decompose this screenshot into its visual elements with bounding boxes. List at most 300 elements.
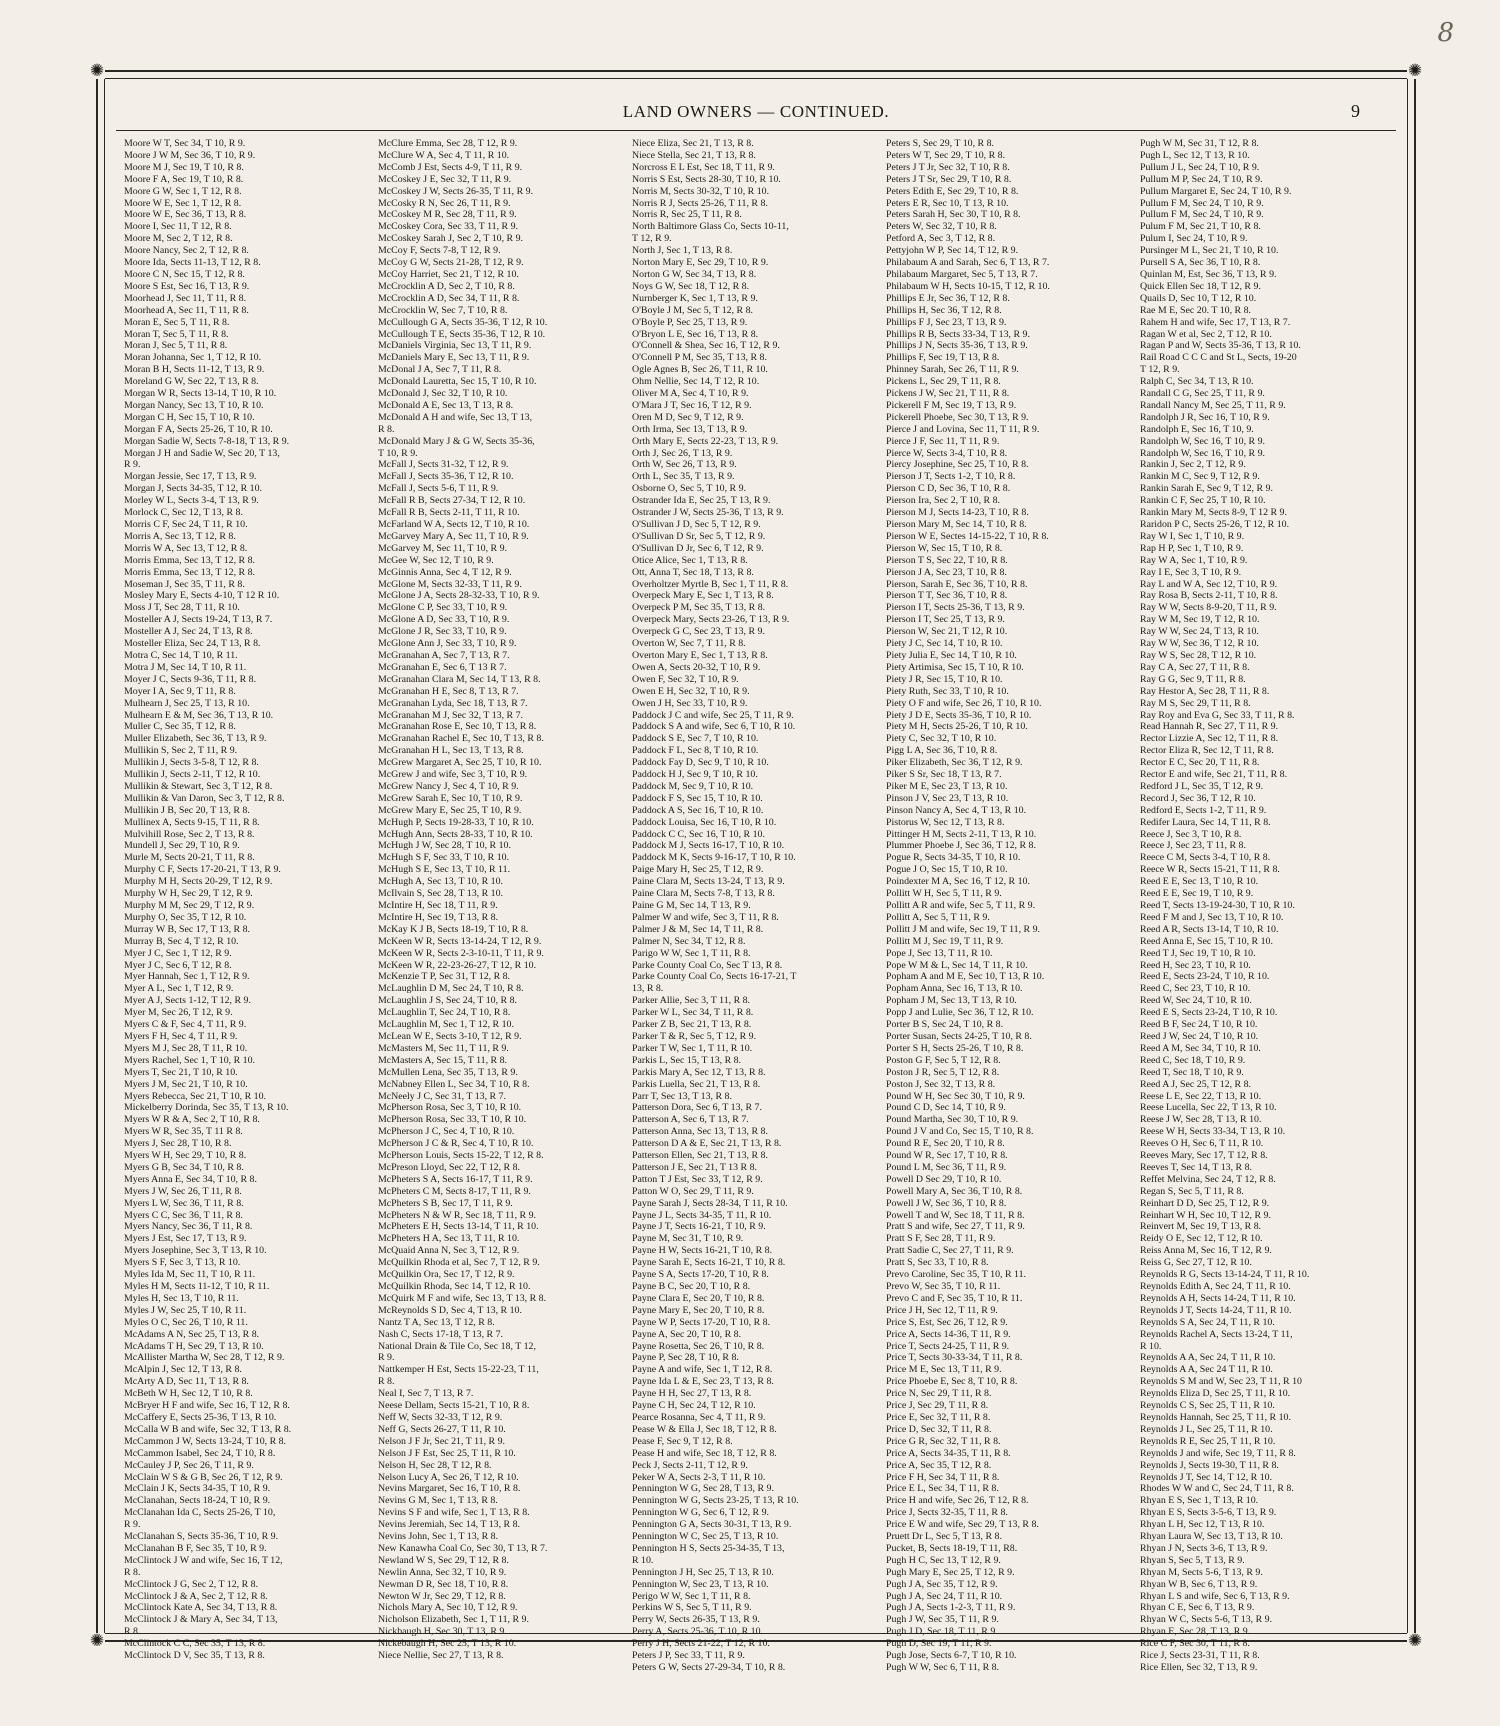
- owner-entry: Rhyan L S and wife, Sec 6, T 13, R 9.: [1140, 1590, 1290, 1602]
- owner-entry: Plummer Phoebe J, Sec 36, T 12, R 8.: [886, 840, 1036, 852]
- owner-entry: Moore J W M, Sec 36, T 10, R 9.: [124, 149, 256, 161]
- owner-entry: Mulvihill Rose, Sec 2, T 13, R 8.: [124, 828, 255, 840]
- owner-entry: Morris Emma, Sec 13, T 12, R 8.: [124, 566, 256, 578]
- owner-entry: Reynolds C S, Sec 25, T 11, R 10.: [1140, 1400, 1275, 1412]
- owner-entry: Mosley Mary E, Sects 4-10, T 12 R 10.: [124, 590, 280, 602]
- owner-entry: Paddock F L, Sec 8, T 10, R 10.: [632, 745, 759, 757]
- owner-entry: McGlone A D, Sec 33, T 10, R 9.: [378, 614, 510, 626]
- owner-entry: Pulum F M, Sec 21, T 10, R 8.: [1140, 221, 1261, 233]
- owner-entry: Pollitt A, Sec 5, T 11, R 9.: [886, 911, 990, 923]
- owner-entry: Payne W P, Sects 17-20, T 10, R 8.: [632, 1316, 771, 1328]
- owner-entry: Paine Clara M, Sects 13-24, T 13, R 9.: [632, 876, 785, 888]
- owner-entry: Myer J C, Sec 1, T 12, R 9.: [124, 947, 232, 959]
- owner-entry: McCullough T E, Sects 35-36, T 12, R 10.: [378, 328, 546, 340]
- owner-entry: Paddock M K, Sects 9-16-17, T 10, R 10.: [632, 852, 796, 864]
- owner-entry: Palmer W and wife, Sec 3, T 11, R 8.: [632, 911, 779, 923]
- owner-entry: Powell D Sec 29, T 10, R 10.: [886, 1173, 1002, 1185]
- owner-entry: McCalla W B and wife, Sec 32, T 13, R 8.: [124, 1423, 292, 1435]
- owner-entry: Moyer J C, Sects 9-36, T 11, R 8.: [124, 673, 257, 685]
- owner-entry: Reynolds J T, Sec 14, T 12, R 10.: [1140, 1471, 1273, 1483]
- owner-entry: McKeen W R, Sects 13-14-24, T 12, R 9.: [378, 935, 542, 947]
- owner-entry: Nevins John, Sec 1, T 13, R 8.: [378, 1531, 499, 1543]
- owner-entry: Payne J T, Sects 16-21, T 10, R 9.: [632, 1221, 766, 1233]
- owner-entry: Neff W, Sects 32-33, T 12, R 9.: [378, 1411, 503, 1423]
- page-number: 9: [1351, 101, 1360, 121]
- owner-entry: Murphy M H, Sects 20-29, T 12, R 9.: [124, 876, 273, 888]
- owner-entry: Randolph J R, Sec 16, T 10, R 9.: [1140, 411, 1270, 423]
- owner-entry: McNabney Ellen L, Sec 34, T 10, R 8.: [378, 1078, 530, 1090]
- owner-entry: R 9.: [378, 1352, 395, 1364]
- owner-entry: Overpeck Mary, Sects 23-26, T 13, R 9.: [632, 614, 790, 626]
- owner-entry: McKay K J B, Sects 18-19, T 10, R 8.: [378, 923, 529, 935]
- owner-entry: Mullikin S, Sec 2, T 11, R 9.: [124, 745, 238, 757]
- owner-entry: McGarvey M, Sec 11, T 10, R 9.: [378, 542, 508, 554]
- owner-entry: Morley W L, Sects 3-4, T 13, R 9.: [124, 495, 259, 507]
- owner-entry: Paddock Louisa, Sec 16, T 10, R 10.: [632, 816, 777, 828]
- owner-entry: Myer A J, Sects 1-12, T 12, R 9.: [124, 995, 251, 1007]
- owner-entry: Pursinger M L, Sec 21, T 10, R 10.: [1140, 245, 1279, 257]
- owner-entry: R 8.: [124, 1626, 141, 1638]
- owner-entry: Perry A, Sects 25-36, T 10, R 10.: [632, 1626, 764, 1638]
- owner-entry: McClintock J W and wife, Sec 16, T 12,: [124, 1554, 283, 1566]
- owner-entry: Perkins W S, Sec 5, T 11, R 9.: [632, 1602, 752, 1614]
- owner-entry: Reidy O E, Sec 12, T 12, R 10.: [1140, 1233, 1263, 1245]
- owner-entry: Patterson D A & E, Sec 21, T 13, R 8.: [632, 1138, 782, 1150]
- owner-entry: Pogue J O, Sec 15, T 10, R 10.: [886, 864, 1008, 876]
- owner-entry: Parkis Mary A, Sec 12, T 13, R 8.: [632, 1066, 766, 1078]
- owner-entry: Powell J W, Sec 36, T 10, R 8.: [886, 1197, 1007, 1209]
- owner-entry: McClanahan Ida C, Sects 25-26, T 10,: [124, 1507, 276, 1519]
- owner-entry: Peters W, Sec 32, T 10, R 8.: [886, 221, 997, 233]
- owner-entry: Norris S Est, Sects 28-30, T 10, R 10.: [632, 173, 781, 185]
- owner-entry: Nickbaugh H, Sec 30, T 13, R 9.: [378, 1626, 507, 1638]
- owner-entry: Reynolds S A, Sec 24, T 11, R 10.: [1140, 1316, 1275, 1328]
- owner-entry: Patterson Ellen, Sec 21, T 13, R 8.: [632, 1150, 768, 1162]
- owner-entry: Myers J Est, Sec 17, T 13, R 9.: [124, 1233, 247, 1245]
- owner-entry: Reese Lucella, Sec 22, T 13, R 10.: [1140, 1102, 1277, 1114]
- owner-entry: Rhodes W W and C, Sec 24, T 11, R 8.: [1140, 1483, 1294, 1495]
- owner-entry: Rice J, Sects 23-31, T 11, R 8.: [1140, 1650, 1260, 1662]
- owner-entry: McHugh P, Sects 19-28-33, T 10, R 10.: [378, 816, 534, 828]
- owner-entry: Pigg L A, Sec 36, T 10, R 8.: [886, 745, 998, 757]
- owner-entry: Myer Hannah, Sec 1, T 12, R 9.: [124, 971, 250, 983]
- owner-entry: Pucket, B, Sects 18-19, T 11, R8.: [886, 1542, 1018, 1554]
- owner-entry: McGrew Margaret A, Sec 25, T 10, R 10.: [378, 757, 542, 769]
- owner-entry: McCoskey Sarah J, Sec 2, T 10, R 9.: [378, 233, 524, 245]
- owner-entry: McCoskey J W, Sects 26-35, T 11, R 9.: [378, 185, 534, 197]
- owner-entry: McGrew Mary E, Sec 25, T 10, R 9.: [378, 804, 522, 816]
- owner-entry: Parkis Luella, Sec 21, T 13, R 8.: [632, 1078, 761, 1090]
- owner-entry: Reed A R, Sects 13-14, T 10, R 10.: [1140, 923, 1279, 935]
- owner-entry: McCaffery E, Sects 25-36, T 13, R 10.: [124, 1411, 277, 1423]
- owner-entry: O'Connell & Shea, Sec 16, T 12, R 9.: [632, 340, 780, 352]
- owner-entry: Oren M D, Sec 9, T 12, R 9.: [632, 411, 744, 423]
- owner-entry: McDaniels Mary E, Sec 13, T 11, R 9.: [378, 352, 530, 364]
- owner-entry: Patterson Dora, Sec 6, T 13, R 7.: [632, 1102, 762, 1114]
- owner-entry: Reiss Anna M, Sec 16, T 12, R 9.: [1140, 1245, 1272, 1257]
- owner-entry: McGrew Nancy J, Sec 4, T 10, R 9.: [378, 780, 519, 792]
- owner-entry: Paddock M, Sec 9, T 10, R 10.: [632, 780, 754, 792]
- owner-entry: Pierson M J, Sects 14-23, T 10, R 8.: [886, 507, 1029, 519]
- owner-entry: Reynolds J and wife, Sec 19, T 11, R 8.: [1140, 1447, 1296, 1459]
- owner-entry: Perry W, Sects 26-35, T 13, R 9.: [632, 1614, 760, 1626]
- owner-entry: McPherson Rosa, Sec 33, T 10, R 10.: [378, 1114, 527, 1126]
- owner-entry: North J, Sec 1, T 13, R 8.: [632, 245, 733, 257]
- owner-entry: Pugh D, Sec 19, T 11, R 9.: [886, 1638, 992, 1650]
- owner-entry: Peters J T Sr, Sec 29, T 10, R 8.: [886, 173, 1012, 185]
- owner-entry: Pinson J V, Sec 23, T 13, R 10.: [886, 792, 1009, 804]
- owner-entry: Pullum F M, Sec 24, T 10, R 9.: [1140, 209, 1264, 221]
- owner-entry: McGrew J and wife, Sec 3, T 10, R 9.: [378, 769, 528, 781]
- owner-entry: Pound W R, Sec 17, T 10, R 8.: [886, 1150, 1008, 1162]
- owner-entry: Nelson J F Jr, Sec 21, T 11, R 9.: [378, 1435, 505, 1447]
- owner-entry: Rhyan M, Sects 5-6, T 13, R 9.: [1140, 1566, 1263, 1578]
- owner-entry: Rector E C, Sec 20, T 11, R 8.: [1140, 757, 1260, 769]
- owner-entry: McDonald A E, Sec 13, T 13, R 8.: [378, 399, 514, 411]
- owner-entry: Rahem H and wife, Sec 17, T 13, R 7.: [1140, 316, 1291, 328]
- owner-entry: Reinhart D D, Sec 25, T 12, R 9.: [1140, 1197, 1270, 1209]
- owner-entry: Patterson A, Sec 6, T 13, R 7.: [632, 1114, 749, 1126]
- owner-entry: Pierson J A, Sec 23, T 10, R 8.: [886, 566, 1007, 578]
- owner-entry: Ray W I, Sec 1, T 10, R 9.: [1140, 530, 1245, 542]
- owner-entry: Ogle Agnes B, Sec 26, T 11, R 10.: [632, 364, 768, 376]
- owner-entry: Rhyan L H, Sec 12, T 13, R 10.: [1140, 1519, 1265, 1531]
- owner-entry: Parr T, Sec 13, T 13, R 8.: [632, 1090, 732, 1102]
- owner-entry: Reynolds Hannah, Sec 25, T 11, R 10.: [1140, 1411, 1291, 1423]
- owner-entry: Reynolds S M and W, Sec 23, T 11, R 10: [1140, 1376, 1302, 1388]
- owner-entry: T 12, R 9.: [1140, 364, 1180, 376]
- owner-entry: Mullikin J B, Sec 20, T 13, R 8.: [124, 804, 250, 816]
- owner-entry: Philabaum A and Sarah, Sec 6, T 13, R 7.: [886, 257, 1050, 269]
- owner-entry: Randolph W, Sec 16, T 10, R 9.: [1140, 435, 1265, 447]
- corner-rosette-icon: ✺: [1407, 1631, 1423, 1651]
- owner-entry: Moore W E, Sec 36, T 13, R 8.: [124, 209, 247, 221]
- owner-entry: Pierson W E, Sectes 14-15-22, T 10, R 8.: [886, 530, 1049, 542]
- owner-entry: Reese L E, Sec 22, T 13, R 10.: [1140, 1090, 1262, 1102]
- owner-entry: Piety C, Sec 32, T 10, R 10.: [886, 733, 997, 745]
- owner-entry: Pullum Margaret E, Sec 24, T 10, R 9.: [1140, 185, 1292, 197]
- owner-entry: Myles H M, Sects 11-12, T 10, R 11.: [124, 1281, 270, 1292]
- owner-entry: Pennington H S, Sects 25-34-35, T 13,: [632, 1542, 785, 1554]
- owner-entry: Piety J R, Sec 15, T 10, R 10.: [886, 673, 1003, 685]
- owner-entry: Mosteller A J, Sects 19-24, T 13, R 7.: [124, 614, 273, 626]
- owner-entry: McPherson Rosa, Sec 3, T 10, R 10.: [378, 1102, 522, 1114]
- owner-entry: Pullum F M, Sec 24, T 10, R 9.: [1140, 197, 1264, 209]
- owner-entry: Piker Elizabeth, Sec 36, T 12, R 9.: [886, 757, 1023, 769]
- owner-entry: Overpeck Mary E, Sec 1, T 13, R 8.: [632, 590, 774, 602]
- owner-entry: Quinlan M, Est, Sec 36, T 13, R 9.: [1140, 268, 1277, 280]
- owner-entry: Pierson C D, Sec 36, T 10, R 8.: [886, 483, 1011, 495]
- owner-entry: Reed E S, Sects 23-24, T 10, R 10.: [1140, 1007, 1278, 1019]
- owner-entry: Norcross E L Est, Sec 18, T 11, R 9.: [632, 161, 775, 173]
- owner-entry: Popham J M, Sec 13, T 13, R 10.: [886, 995, 1017, 1007]
- owner-entry: Poston J R, Sec 5, T 12, R 8.: [886, 1066, 1000, 1078]
- owner-entry: McFall J, Sects 31-32, T 12, R 9.: [378, 459, 509, 471]
- owner-entry: Mullikin & Van Daron, Sec 3, T 12, R 8.: [124, 792, 285, 804]
- owner-entry: Pollitt W H, Sec 5, T 11, R 9.: [886, 888, 1002, 900]
- owner-entry: Pettyjohn W P, Sec 14, T 12, R 9.: [886, 245, 1019, 257]
- owner-entry: Osborne O, Sec 5, T 10, R 9.: [632, 483, 747, 495]
- owner-entry: Piety M H, Sects 25-26, T 10, R 10.: [886, 721, 1028, 733]
- owner-entry: Reed E E, Sec 13, T 10, R 10.: [1140, 876, 1259, 888]
- corner-rosette-icon: ✺: [1407, 61, 1423, 81]
- owner-entry: McCoskey M R, Sec 28, T 11, R 9.: [378, 209, 517, 221]
- owner-entry: Myles J W, Sec 25, T 10, R 11.: [124, 1304, 247, 1316]
- owner-entry: Pennington G A, Sects 30-31, T 13, R 9.: [632, 1519, 792, 1531]
- owner-entry: McDaniels Virginia, Sec 13, T 11, R 9.: [378, 340, 532, 352]
- owner-entry: National Drain & Tile Co, Sec 18, T 12,: [378, 1340, 536, 1352]
- owner-entry: Price E W and wife, Sec 29, T 13, R 8.: [886, 1519, 1039, 1531]
- owner-column-5: [1136, 138, 1390, 1673]
- owner-entry: Price J, Sec 29, T 11, R 8.: [886, 1400, 989, 1412]
- owner-entry: O'Sullivan D Sr, Sec 5, T 12, R 9.: [632, 530, 766, 542]
- owner-entry: Pulum I, Sec 24, T 10, R 9.: [1140, 233, 1248, 245]
- owner-entry: Pierson I T, Sects 25-36, T 13, R 9.: [886, 602, 1025, 614]
- owner-entry: Newton W Jr, Sec 29, T 12, R 8.: [378, 1590, 506, 1602]
- owner-entry: Ralph C, Sec 34, T 13, R 10.: [1140, 376, 1254, 388]
- owner-entry: Morris Emma, Sec 13, T 12, R 8.: [124, 554, 256, 566]
- owner-entry: McDonald Mary J & G W, Sects 35-36,: [378, 435, 535, 447]
- owner-entry: Paine Clara M, Sects 7-8, T 13, R 8.: [632, 888, 775, 900]
- owner-entry: Newman D R, Sec 18, T 10, R 8.: [378, 1578, 509, 1590]
- owner-entry: Pierce J and Lovina, Sec 11, T 11, R 9.: [886, 423, 1040, 435]
- owner-entry: Moore S Est, Sec 16, T 13, R 9.: [124, 280, 250, 292]
- owner-entry: Payne Sarah E, Sects 16-21, T 10, R 8.: [632, 1257, 786, 1269]
- owner-entry: McLaughlin M, Sec 1, T 12, R 10.: [378, 1019, 514, 1031]
- owner-entry: McCammon J W, Sects 13-24, T 10, R 8.: [124, 1435, 287, 1447]
- owner-entry: Ray W A, Sec 1, T 10, R 9.: [1140, 554, 1248, 566]
- owner-entry: McCosky R N, Sec 26, T 11, R 9.: [378, 197, 511, 209]
- owner-entry: Piety O F and wife, Sec 26, T 10, R 10.: [886, 697, 1042, 709]
- owner-entry: Redifer Laura, Sec 14, T 11, R 8.: [1140, 816, 1271, 828]
- owner-entry: McCrocklin W, Sec 7, T 10, R 8.: [378, 304, 508, 316]
- owner-entry: R 10.: [632, 1554, 654, 1566]
- owner-entry: Ray W M, Sec 19, T 12, R 10.: [1140, 614, 1260, 626]
- owner-entry: Murray W B, Sec 17, T 13, R 8.: [124, 923, 250, 935]
- page-corner-mark: 8: [1437, 18, 1454, 48]
- owner-entry: Reed E, Sects 23-24, T 10, R 10.: [1140, 971, 1270, 983]
- owner-entry: Myers W H, Sec 29, T 10, R 8.: [124, 1150, 247, 1162]
- owner-entry: Motra C, Sec 14, T 10, R 11.: [124, 649, 238, 661]
- owner-entry: Prevo Caroline, Sec 35, T 10, R 11.: [886, 1269, 1026, 1281]
- owner-entry: McGranahan A, Sec 7, T 13, R 7.: [378, 649, 510, 661]
- owner-entry: Overholtzer Myrtle B, Sec 1, T 11, R 8.: [632, 578, 789, 590]
- owner-entry: Mullikin J, Sects 2-11, T 12, R 10.: [124, 769, 261, 781]
- owner-entry: Nevins Jeremiah, Sec 14, T 13, R 8.: [378, 1519, 520, 1531]
- owner-entry: McHugh J W, Sec 28, T 10, R 10.: [378, 840, 511, 852]
- owner-entry: Orth W, Sec 26, T 13, R 9.: [632, 459, 737, 471]
- owner-entry: McClanahan S, Sects 35-36, T 10, R 9.: [124, 1531, 279, 1543]
- owner-entry: Payne J L, Sects 34-35, T 11, R 10.: [632, 1209, 772, 1221]
- owner-entry: McIntire H, Sec 19, T 13, R 8.: [378, 911, 499, 923]
- owner-entry: Morgan Nancy, Sec 13, T 10, R 10.: [124, 399, 264, 411]
- owner-entry: McPherson J C, Sec 4, T 10, R 10.: [378, 1126, 515, 1138]
- owner-entry: Murle M, Sects 20-21, T 11, R 8.: [124, 852, 255, 864]
- owner-entry: Overton Mary E, Sec 1, T 13, R 8.: [632, 649, 768, 661]
- owner-entry: Myles Ida M, Sec 11, T 10, R 11.: [124, 1269, 256, 1281]
- owner-entry: Owen A, Sects 20-32, T 10, R 9.: [632, 661, 761, 673]
- owner-entry: Peters G W, Sects 27-29-34, T 10, R 8.: [632, 1662, 786, 1673]
- owner-entry: Pugh Jose, Sects 6-7, T 10, R 10.: [886, 1650, 1017, 1662]
- owner-entry: Norris M, Sects 30-32, T 10, R 10.: [632, 185, 770, 197]
- owner-entry: Parker W L, Sec 34, T 11, R 8.: [632, 1007, 754, 1019]
- owner-entry: Rhyan J N, Sects 3-6, T 13, R 9.: [1140, 1542, 1268, 1554]
- owner-entry: Poston G F, Sec 5, T 12, R 8.: [886, 1054, 1001, 1066]
- owner-entry: Peters J P, Sec 33, T 11, R 9.: [632, 1650, 745, 1662]
- owner-entry: Myers Rebecca, Sec 21, T 10, R 10.: [124, 1090, 266, 1102]
- owner-entry: R 9.: [124, 1519, 141, 1531]
- owner-entry: Myers J M, Sec 21, T 10, R 10.: [124, 1078, 248, 1090]
- owner-entry: Prevo W, Sec 35, T 10, R 11.: [886, 1281, 1001, 1292]
- owner-entry: Reynolds A A, Sec 24, T 11, R 10.: [1140, 1352, 1276, 1364]
- owner-entry: R 10.: [1140, 1340, 1162, 1352]
- owner-entry: Myer A L, Sec 1, T 12, R 9.: [124, 983, 234, 995]
- owner-entry: Muller Elizabeth, Sec 36, T 13, R 9.: [124, 733, 267, 745]
- owner-entry: Moore I, Sec 11, T 12, R 8.: [124, 221, 232, 233]
- owner-entry: Norris R, Sec 25, T 11, R 8.: [632, 209, 742, 221]
- owner-entry: McPherson J C & R, Sec 4, T 10, R 10.: [378, 1138, 534, 1150]
- owner-entry: Powell Mary A, Sec 36, T 10, R 8.: [886, 1185, 1023, 1197]
- owner-entry: McClintock J G, Sec 2, T 12, R 8.: [124, 1578, 259, 1590]
- owner-entry: Ott, Anna T, Sec 18, T 13, R 8.: [632, 566, 754, 578]
- owner-entry: Rector Eliza R, Sec 12, T 11, R 8.: [1140, 745, 1274, 757]
- owner-entry: Price J H, Sec 12, T 11, R 9.: [886, 1304, 998, 1316]
- owner-entry: Nelson H, Sec 28, T 12, R 8.: [378, 1459, 492, 1471]
- owner-entry: Payne P, Sec 28, T 10, R 8.: [632, 1352, 739, 1364]
- owner-entry: Phillips J N, Sects 35-36, T 13, R 9.: [886, 340, 1028, 352]
- owner-entry: Quick Ellen Sec 18, T 12, R 9.: [1140, 280, 1261, 292]
- owner-column-4: [882, 138, 1136, 1673]
- owner-entry: McIlvain S, Sec 28, T 13, R 10.: [378, 888, 503, 900]
- owner-entry: Pollitt M J, Sec 19, T 11, R 9.: [886, 935, 1004, 947]
- owner-entry: McGranahan M J, Sec 32, T 13, R 7.: [378, 709, 523, 721]
- owner-entry: McDonald Lauretta, Sec 15, T 10, R 10.: [378, 376, 537, 388]
- owner-entry: McClanahan B F, Sec 35, T 10, R 9.: [124, 1542, 267, 1554]
- owner-entry: Redford J L, Sec 35, T 12, R 9.: [1140, 780, 1264, 792]
- owner-entry: Randolph E, Sec 16, T 10, 9.: [1140, 423, 1254, 435]
- owner-entry: McAdams A N, Sec 25, T 13, R 8.: [124, 1328, 260, 1340]
- owner-entry: Price Phoebe E, Sec 8, T 10, R 8.: [886, 1376, 1018, 1388]
- owner-entry: McBeth W H, Sec 12, T 10, R 8.: [124, 1388, 253, 1400]
- owner-entry: Rice Ellen, Sec 32, T 13, R 9.: [1140, 1662, 1258, 1673]
- owner-entry: Pullum M P, Sec 24, T 10, R 9.: [1140, 173, 1263, 185]
- owner-entry: Rhyan E S, Sec 1, T 13, R 10.: [1140, 1495, 1259, 1507]
- owner-entry: Reed T, Sec 18, T 10, R 9.: [1140, 1066, 1244, 1078]
- owner-entry: McMasters M, Sec 11, T 11, R 9.: [378, 1042, 509, 1054]
- owner-entry: Paddock A S, Sec 16, T 10, R 10.: [632, 804, 764, 816]
- owner-entry: Nelson J F Est, Sec 25, T 11, R 10.: [378, 1447, 516, 1459]
- owner-entry: R 8.: [378, 1376, 395, 1388]
- owner-entry: Moore F A, Sec 19, T 10, R 8.: [124, 173, 244, 185]
- owner-entry: McGranahan H E, Sec 8, T 13, R 7.: [378, 685, 519, 697]
- owner-entry: Patton W O, Sec 29, T 11, R 9.: [632, 1185, 754, 1197]
- owner-entry: Piety Julia E, Sec 14, T 10, R 10.: [886, 649, 1017, 661]
- owner-entry: Myers J W, Sec 26, T 11, R 8.: [124, 1185, 242, 1197]
- owner-entry: Moore Nancy, Sec 2, T 12, R 8.: [124, 245, 249, 257]
- owner-entry: McGranahan H L, Sec 13, T 13, R 8.: [378, 745, 524, 757]
- owner-entry: McArty A D, Sec 11, T 13, R 8.: [124, 1376, 249, 1388]
- owner-entry: Price E, Sec 32, T 11, R 8.: [886, 1411, 991, 1423]
- owner-entry: Pistorus W, Sec 12, T 13, R 8.: [886, 816, 1005, 828]
- owner-entry: Paine G M, Sec 14, T 13, R 9.: [632, 900, 751, 911]
- owner-entry: Peters Sarah H, Sec 30, T 10, R 8.: [886, 209, 1021, 221]
- owner-entry: Patterson Anna, Sec 13, T 13, R 8.: [632, 1126, 768, 1138]
- owner-entry: Price E L, Sec 34, T 11, R 8.: [886, 1483, 999, 1495]
- owner-entry: McHugh S E, Sec 13, T 10, R 11.: [378, 864, 511, 876]
- owner-entry: Orth Mary E, Sects 22-23, T 13, R 9.: [632, 435, 779, 447]
- owner-entry: Pease F, Sec 9, T 12, R 8.: [632, 1435, 733, 1447]
- owner-entry: Ragan W et al, Sec 2, T 12, R 10.: [1140, 328, 1272, 340]
- owner-entry: North Baltimore Glass Co, Sects 10-11,: [632, 221, 789, 233]
- owner-entry: Pope W M & L, Sec 14, T 11, R 10.: [886, 959, 1028, 971]
- owner-entry: Reed T J, Sec 19, T 10, R 10.: [1140, 947, 1256, 959]
- owner-entry: Myers Nancy, Sec 36, T 11, R 8.: [124, 1221, 253, 1233]
- owner-entry: Nevins S F and wife, Sec 1, T 13, R 8.: [378, 1507, 530, 1519]
- owner-entry: Reed W, Sec 24, T 10, R 10.: [1140, 995, 1252, 1007]
- owner-entry: Prevo C and F, Sec 35, T 10, R 11.: [886, 1292, 1023, 1304]
- owner-entry: Rector Lizzie A, Sec 12, T 11, R 8.: [1140, 733, 1279, 745]
- owner-entry: Norton G W, Sec 34, T 13, R 8.: [632, 268, 757, 280]
- owner-entry: Morgan F A, Sects 25-26, T 10, R 10.: [124, 423, 273, 435]
- owner-entry: T 12, R 9.: [632, 233, 672, 245]
- owner-entry: Peker W A, Sects 2-3, T 11, R 10.: [632, 1471, 766, 1483]
- owner-entry: McPheters E H, Sects 13-14, T 11, R 10.: [378, 1221, 539, 1233]
- owner-entry: McClanahan, Sects 18-24, T 10, R 9.: [124, 1495, 271, 1507]
- owner-entry: Murphy O, Sec 35, T 12, R 10.: [124, 911, 247, 923]
- owner-entry: McGarvey Mary A, Sec 11, T 10, R 9.: [378, 530, 529, 542]
- owner-entry: Nickebaugh H, Sec 25, T 13, R 10.: [378, 1638, 517, 1650]
- owner-entry: Moran Johanna, Sec 1, T 12, R 10.: [124, 352, 262, 364]
- owner-entry: Pugh J W, Sec 35, T 11, R 9.: [886, 1614, 999, 1626]
- owner-entry: Morris A, Sec 13, T 12, R 8.: [124, 530, 236, 542]
- owner-entry: Price N, Sec 29, T 11, R 8.: [886, 1388, 992, 1400]
- owner-entry: Myer J C, Sec 6, T 12, R 8.: [124, 959, 232, 971]
- owner-entry: Record J, Sec 36, T 12, R 10.: [1140, 792, 1256, 804]
- owner-entry: Pullum J L, Sec 24, T 10, R 9.: [1140, 161, 1260, 173]
- owner-entry: Reese J W, Sec 28, T 13, R 10.: [1140, 1114, 1262, 1126]
- owner-entry: Pennington W G, Sec 28, T 13, R 9.: [632, 1483, 774, 1495]
- owner-entry: McGinnis Anna, Sec 4, T 12, R 9.: [378, 566, 512, 578]
- owner-entry: Quails D, Sec 10, T 12, R 10.: [1140, 292, 1257, 304]
- owner-entry: Pursell S A, Sec 36, T 10, R 8.: [1140, 257, 1261, 269]
- owner-column-2: [374, 138, 628, 1662]
- owner-entry: McGlone M, Sects 32-33, T 11, R 9.: [378, 578, 522, 590]
- owner-entry: McClintock J & A, Sec 2, T 12, R 8.: [124, 1590, 268, 1602]
- owner-entry: Reed F M and J, Sec 13, T 10, R 10.: [1140, 911, 1284, 923]
- owner-entry: Pickens J W, Sec 21, T 11, R 8.: [886, 388, 1010, 400]
- owner-entry: Pruett Dr L, Sec 5, T 13, R 8.: [886, 1531, 1002, 1543]
- owner-entry: Petford A, Sec 3, T 12, R 8.: [886, 233, 996, 245]
- owner-entry: Reynolds A A, Sec 24 T 11, R 10.: [1140, 1364, 1273, 1376]
- owner-entry: Phillips E Jr, Sec 36, T 12, R 8.: [886, 292, 1010, 304]
- owner-entry: Paddock H J, Sec 9, T 10, R 10.: [632, 769, 758, 781]
- owner-entry: Moyer I A, Sec 9, T 11, R 8.: [124, 685, 236, 697]
- owner-entry: Pratt S and wife, Sec 27, T 11, R 9.: [886, 1221, 1025, 1233]
- owner-entry: Rhyan E S, Sects 3-5-6, T 13, R 9.: [1140, 1507, 1277, 1519]
- owner-entry: Norton Mary E, Sec 29, T 10, R 9.: [632, 257, 769, 269]
- page-title: LAND OWNERS — CONTINUED.: [622, 102, 890, 121]
- owner-entry: McHugh S F, Sec 33, T 10, R 10.: [378, 852, 510, 864]
- owner-entry: McCammon Isabel, Sec 24, T 10, R 8.: [124, 1447, 276, 1459]
- owner-entry: Pierson T S, Sec 22, T 10, R 8.: [886, 554, 1008, 566]
- owner-entry: Pound L M, Sec 36, T 11, R 9.: [886, 1161, 1007, 1173]
- owner-entry: Payne Rosetta, Sec 26, T 10, R 8.: [632, 1340, 765, 1352]
- owner-entry: Norris R J, Sects 25-26, T 11, R 8.: [632, 197, 768, 209]
- owner-entry: McClure Emma, Sec 28, T 12, R 9.: [378, 138, 518, 149]
- owner-entry: Pugh J D, Sec 18, T 11, R 9.: [886, 1626, 998, 1638]
- owner-entry: Rankin J, Sec 2, T 12, R 9.: [1140, 459, 1246, 471]
- owner-entry: McGranahan Lyda, Sec 18, T 13, R 7.: [378, 697, 528, 709]
